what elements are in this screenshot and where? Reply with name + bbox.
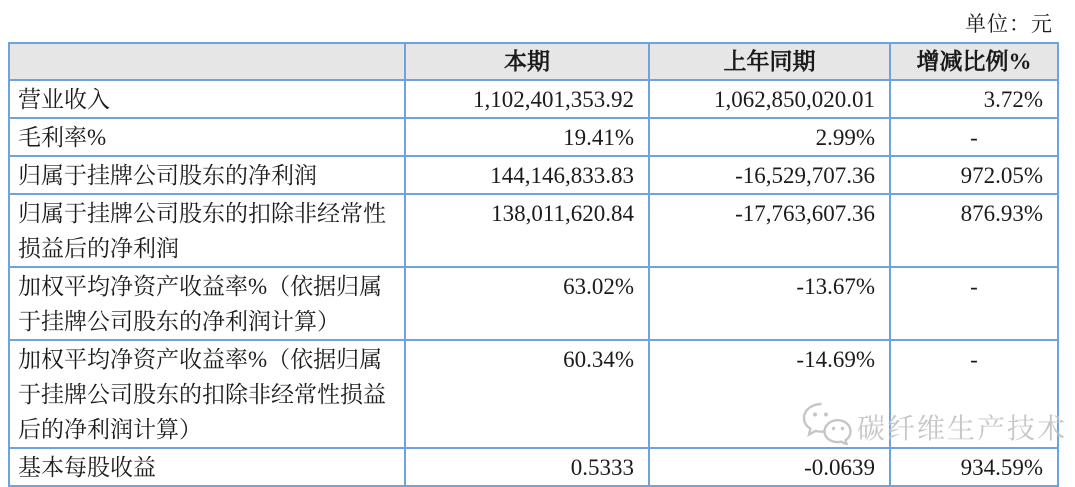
column-header-prior: 上年同期 (649, 43, 890, 80)
column-header-item (9, 43, 405, 80)
financial-summary-table (8, 42, 1059, 487)
row-label-cell: 归属于挂牌公司股东的净利润 (9, 156, 405, 194)
change-ratio-cell: 3.72% (890, 80, 1058, 118)
table-row (9, 80, 1058, 118)
row-label-cell: 毛利率% (9, 118, 405, 156)
current-period-cell: 63.02% (405, 267, 649, 340)
table-row (9, 118, 1058, 156)
header-row (9, 43, 1058, 80)
current-period-cell: 0.5333 (405, 448, 649, 486)
table-row (9, 194, 1058, 267)
prior-period-cell: -13.67% (649, 267, 890, 340)
change-ratio-cell: 972.05% (890, 156, 1058, 194)
change-ratio-cell: - (890, 118, 1058, 156)
change-ratio-cell: 876.93% (890, 194, 1058, 267)
prior-period-cell: -0.0639 (649, 448, 890, 486)
change-ratio-cell: - (890, 340, 1058, 448)
watermark-text: 碳纤维生产技术 (856, 414, 1067, 445)
column-header-change: 增减比例% (890, 43, 1058, 80)
prior-period-cell: -14.69% (649, 340, 890, 448)
unit-label: 单位：元 (965, 12, 1053, 36)
change-ratio-cell: 934.59% (890, 448, 1058, 486)
row-label-cell: 加权平均净资产收益率%（依据归属于挂牌公司股东的净利润计算） (9, 267, 405, 340)
prior-period-cell: 2.99% (649, 118, 890, 156)
row-label-cell: 加权平均净资产收益率%（依据归属于挂牌公司股东的扣除非经常性损益后的净利润计算） (9, 340, 405, 448)
table-row (9, 448, 1058, 486)
column-header-current: 本期 (405, 43, 649, 80)
change-ratio-cell: - (890, 267, 1058, 340)
prior-period-cell: -17,763,607.36 (649, 194, 890, 267)
prior-period-cell: 1,062,850,020.01 (649, 80, 890, 118)
row-label-cell: 归属于挂牌公司股东的扣除非经常性损益后的净利润 (9, 194, 405, 267)
current-period-cell: 144,146,833.83 (405, 156, 649, 194)
prior-period-cell: -16,529,707.36 (649, 156, 890, 194)
table-row (9, 340, 1058, 448)
current-period-cell: 138,011,620.84 (405, 194, 649, 267)
current-period-cell: 60.34% (405, 340, 649, 448)
table-row (9, 156, 1058, 194)
table-row (9, 267, 1058, 340)
row-label-cell: 基本每股收益 (9, 448, 405, 486)
current-period-cell: 19.41% (405, 118, 649, 156)
row-label-cell: 营业收入 (9, 80, 405, 118)
current-period-cell: 1,102,401,353.92 (405, 80, 649, 118)
